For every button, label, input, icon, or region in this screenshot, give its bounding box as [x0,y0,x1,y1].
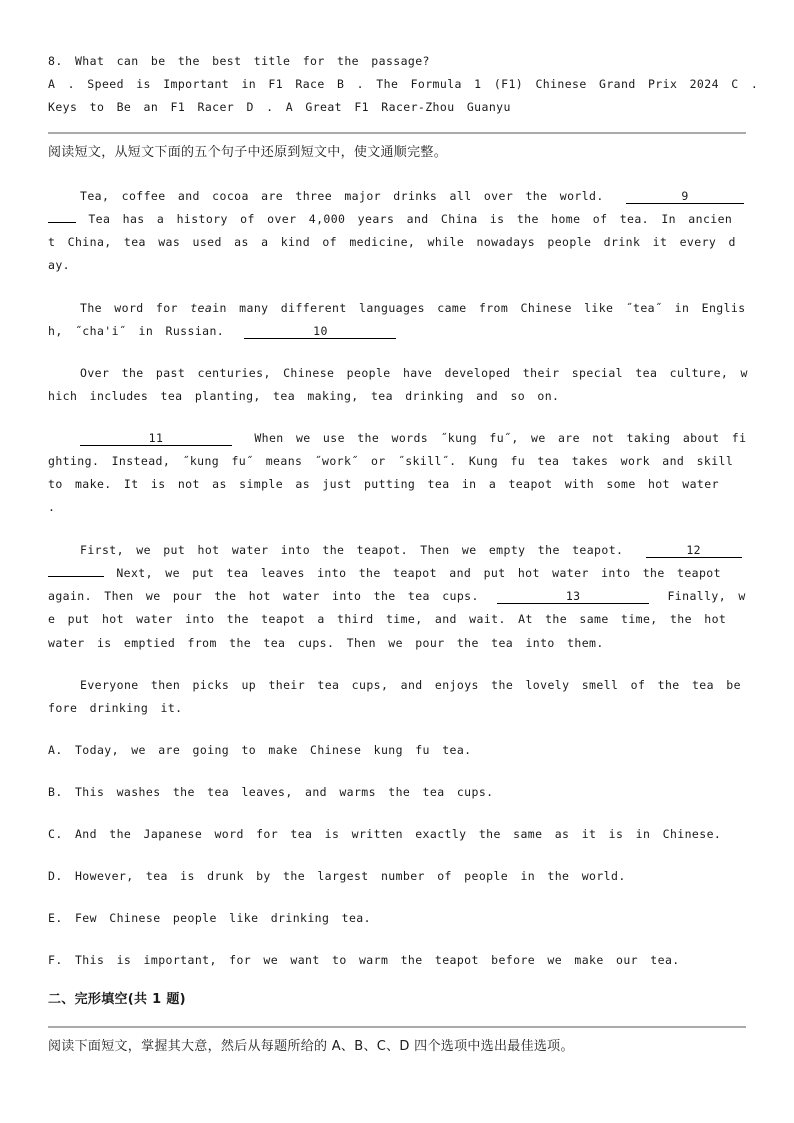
blank-13[interactable]: 13 [497,590,649,604]
passage-text: First, we put hot water into the teapot. Then we empty the teapot. [80,543,624,557]
q8-options-line1: A . Speed is Important in F1 Race B . The Formula 1 (F1) Chinese Grand Prix 2024 C . [48,77,759,91]
section-divider [48,132,746,134]
passage-text: When we use the words ˝kung fu˝, we are not taking about fi [254,431,747,445]
passage-text: Finally, w [667,589,746,603]
passage-p4-line4: . [48,500,56,514]
option-b: B. This washes the tea leaves, and warms the tea cups. [48,785,494,799]
passage-text: in many different languages came from Chinese like ˝tea˝ in Englis [212,301,746,315]
passage-text: again. Then we pour the hot water into the tea cups. [48,589,479,603]
passage-p4-line3: to make. It is not as simple as just putting tea in a teapot with some hot water [48,477,719,491]
passage-p2-line2 [48,324,396,339]
passage-p1-line4: ay. [48,258,70,272]
passage-text: The word for [80,301,191,315]
passage-p6-line1: Everyone then picks up their tea cups, and enjoys the lovely smell of the tea be [80,678,741,692]
passage-text: Tea, coffee and cocoa are three major drinks all over the world. [80,189,604,203]
passage-p3-line2: hich includes tea planting, tea making, tea drinking and so on. [48,389,560,403]
passage-text: Tea has a history of over 4,000 years and China is the home of tea. In ancien [88,212,733,226]
blank-10[interactable]: 10 [244,325,396,339]
passage-p4-line1 [80,431,746,446]
blank-9[interactable]: 9 [626,190,744,204]
passage-text: Next, we put tea leaves into the teapot and put hot water into the teapot [116,566,721,580]
option-c: C. And the Japanese word for tea is written exactly the same as it is in Chinese. [48,827,722,841]
section-divider [48,1026,746,1028]
passage-p1-line2 [48,212,732,226]
blank-12[interactable]: 12 [646,544,742,558]
passage-p4-line2: ghting. Instead, ˝kung fu˝ means ˝work˝ or ˝skill˝. Kung fu tea takes work and skill [48,454,734,468]
section1-instruction: 阅读短文，从短文下面的五个句子中还原到短文中，使文通顺完整。 [48,145,448,160]
passage-p6-line2: fore drinking it. [48,701,183,715]
passage-p5-line4: e put hot water into the teapot a third time, and wait. At the same time, the hot [48,612,727,626]
blank-9-continued [48,222,76,223]
passage-p2-line1 [80,301,746,315]
q8-options-line2: Keys to Be an F1 Racer D . A Great F1 Racer-Zhou Guanyu [48,100,511,114]
option-a: A. Today, we are going to make Chinese kung fu tea. [48,743,472,757]
passage-p3-line1: Over the past centuries, Chinese people have developed their special tea culture, w [80,366,748,380]
passage-p5-line5: water is emptied from the tea cups. Then we pour the tea into them. [48,636,604,650]
section2-instruction: 阅读下面短文，掌握其大意，然后从每题所给的 A、B、C、D 四个选项中选出最佳选项。 [48,1039,574,1054]
section2-title: 二、完形填空(共 1 题) [48,992,186,1007]
option-f: F. This is important, for we want to warm the teapot before we make our tea. [48,953,680,967]
passage-p1-line1 [80,189,744,204]
q8-question: 8. What can be the best title for the passage? [48,54,430,68]
passage-p1-line3: t China, tea was used as a kind of medicine, while nowadays people drink it every d [48,235,736,249]
blank-12-continued [48,576,104,577]
passage-p5-line1 [80,543,742,558]
option-e: E. Few Chinese people like drinking tea. [48,911,371,925]
passage-text: h, ˝cha'i˝ in Russian. [48,324,225,338]
passage-p5-line2 [48,566,721,580]
option-d: D. However, tea is drunk by the largest number of people in the world. [48,869,626,883]
blank-11[interactable]: 11 [80,432,232,446]
passage-p5-line3 [48,589,746,604]
passage-italic-word: tea [190,301,213,315]
